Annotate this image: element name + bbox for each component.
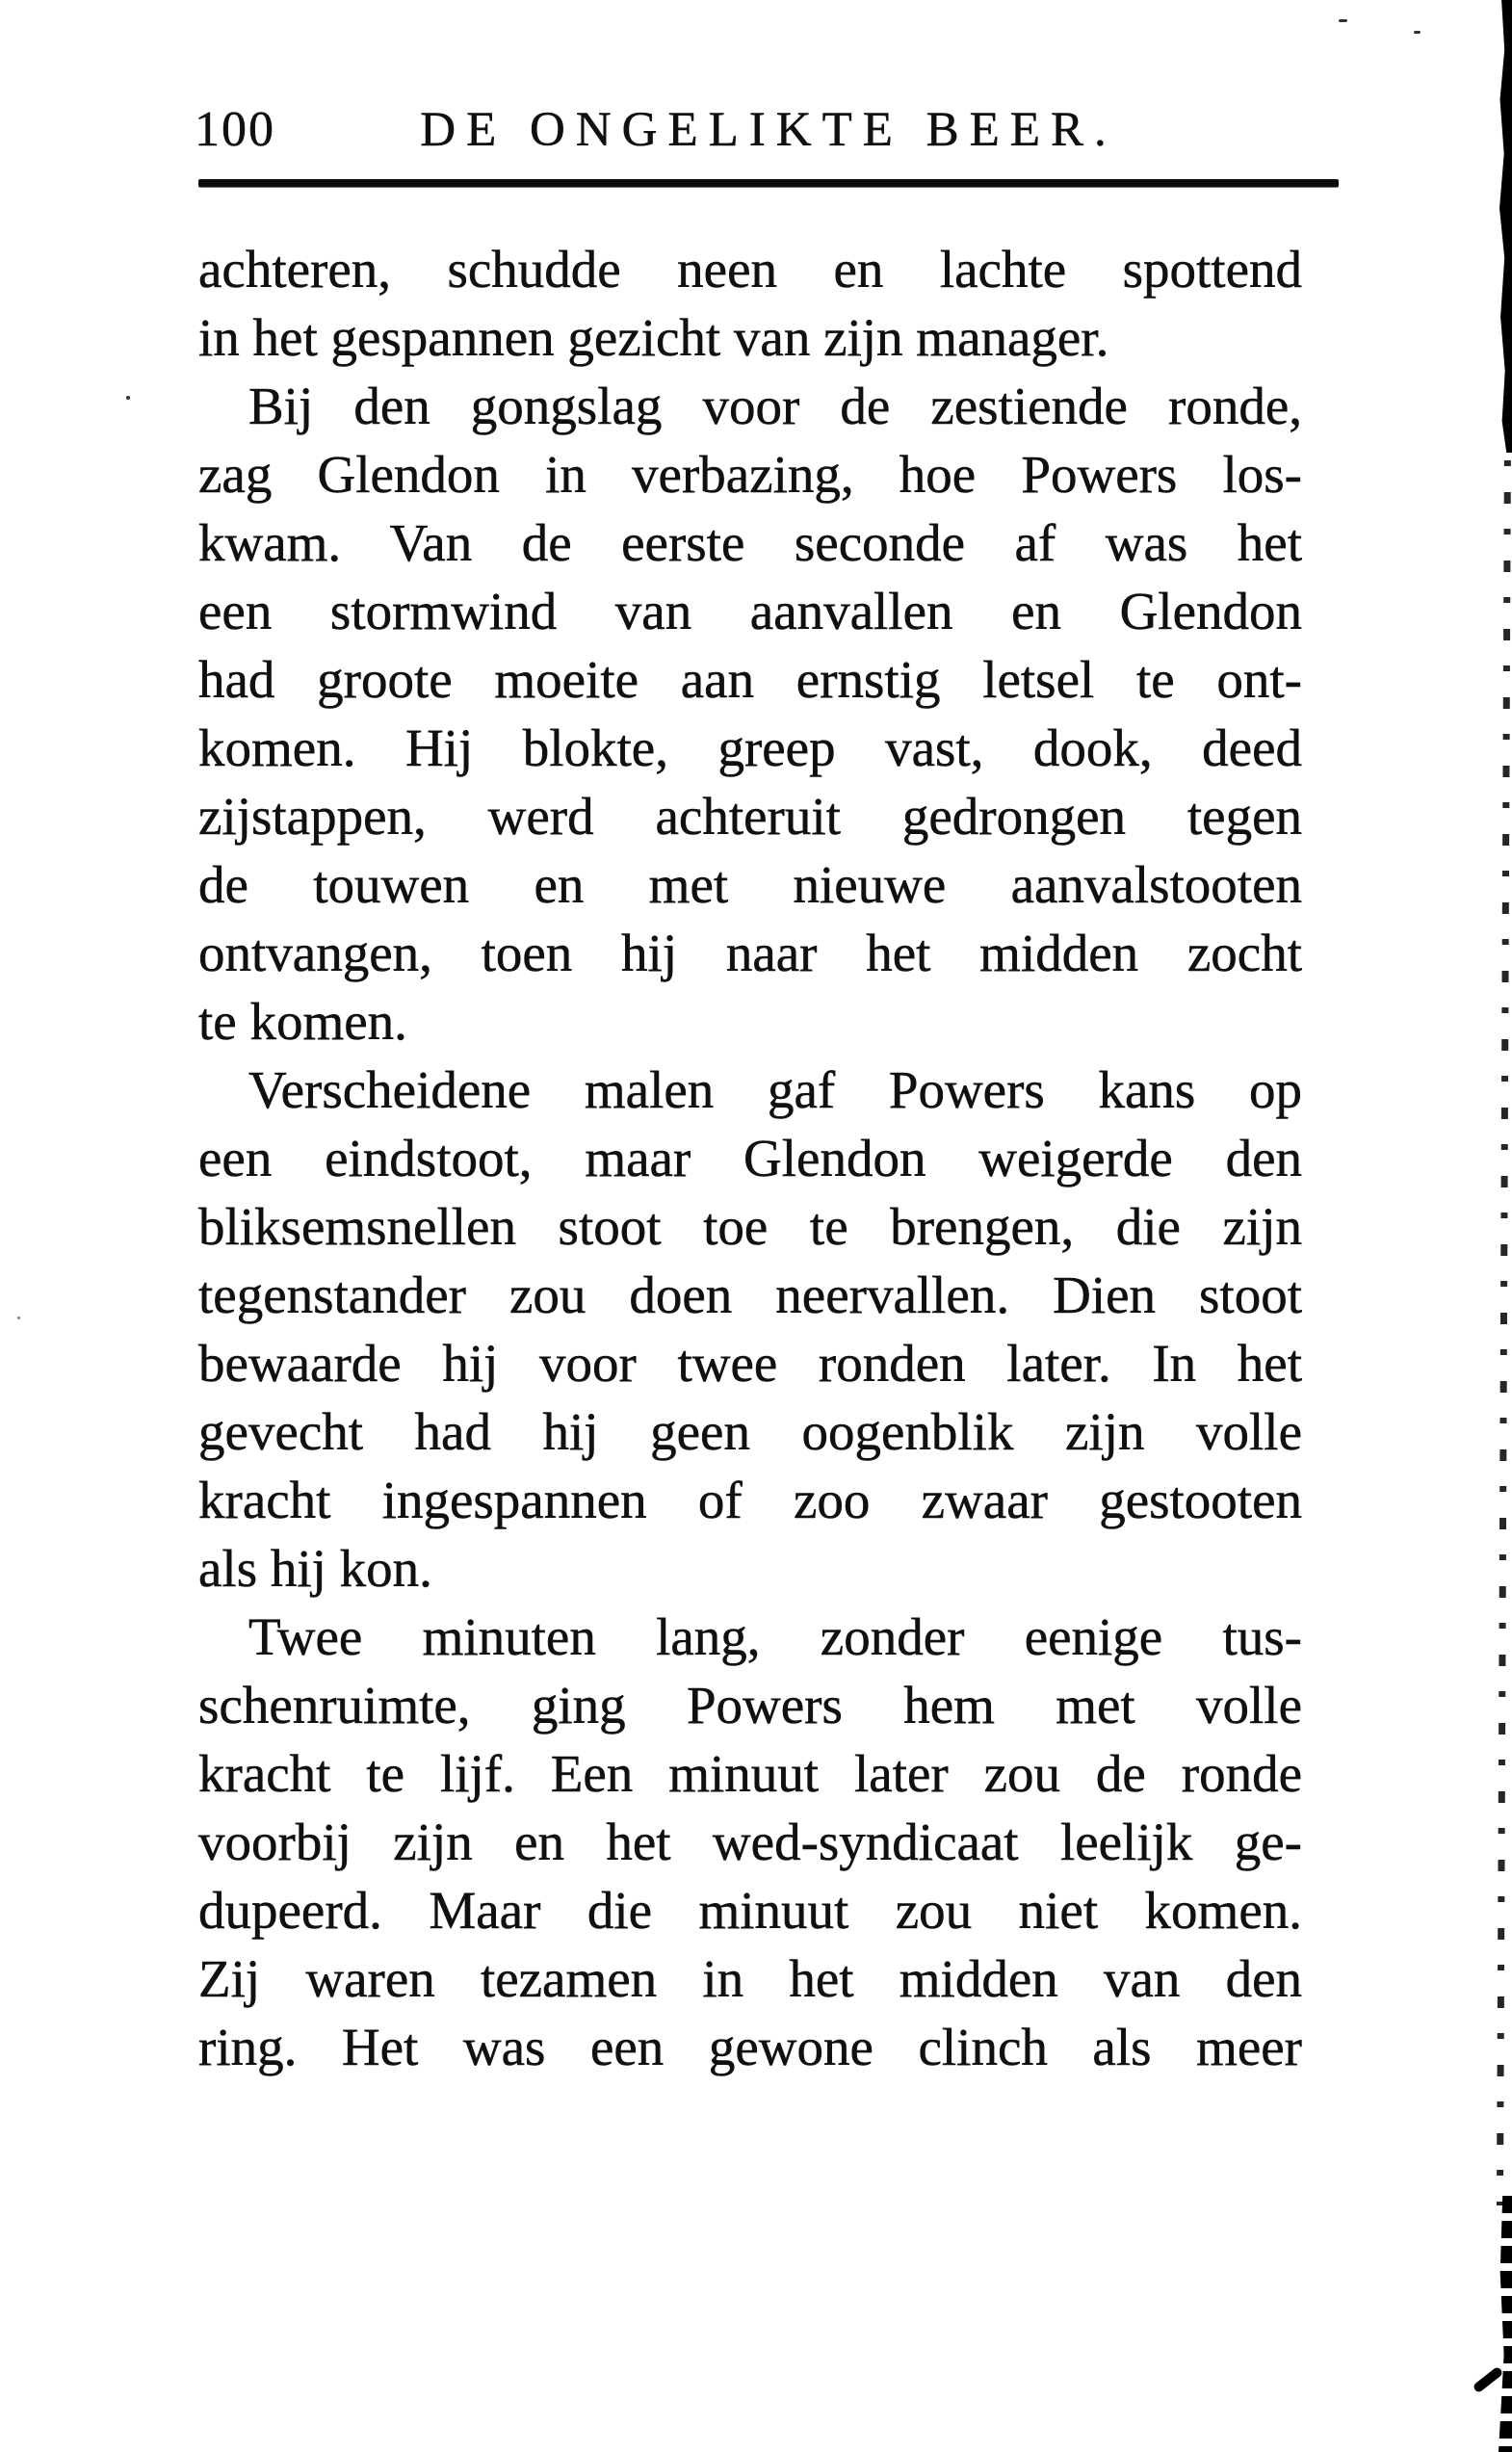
text-line: had groote moeite aan ernstig letsel te ont- xyxy=(198,650,1302,709)
text-line: in het gespannen gezicht van zijn manager. xyxy=(198,308,1109,367)
text-line: gevecht had hij geen oogenblik zijn volle xyxy=(198,1402,1302,1461)
scan-edge-artifact-bottom xyxy=(1499,2196,1512,2452)
text-line: zijstappen, werd achteruit gedrongen tegen xyxy=(198,787,1302,846)
text-line: voorbij zijn en het wed-syndicaat leelijk ge- xyxy=(198,1813,1302,1871)
text-line: als hij kon. xyxy=(198,1539,432,1598)
text-line: dupeerd. Maar die minuut zou niet komen. xyxy=(198,1881,1302,1940)
text-line: ontvangen, toen hij naar het midden zocht xyxy=(198,924,1302,982)
text-line: komen. Hij blokte, greep vast, dook, deed xyxy=(198,718,1302,777)
text-line: Twee minuten lang, zonder eenige tus- xyxy=(248,1607,1302,1666)
header-rule xyxy=(198,179,1339,187)
scan-speck xyxy=(1414,31,1421,34)
scan-edge-artifact-middle xyxy=(1497,424,1511,2205)
text-line: bewaarde hij voor twee ronden later. In het xyxy=(198,1334,1302,1393)
text-line: de touwen en met nieuwe aanvalstooten xyxy=(198,855,1302,914)
text-line: Verscheidene malen gaf Powers kans op xyxy=(248,1060,1302,1119)
text-line: Bij den gongslag voor de zestiende ronde, xyxy=(248,377,1302,435)
scan-speck xyxy=(17,1317,20,1319)
text-line: kwam. Van de eerste seconde af was het xyxy=(198,513,1302,572)
text-line: tegenstander zou doen neervallen. Dien stoot xyxy=(198,1265,1302,1324)
text-line: achteren, schudde neen en lachte spottend xyxy=(198,240,1302,299)
text-line: zag Glendon in verbazing, hoe Powers los- xyxy=(198,445,1302,504)
text-line: een stormwind van aanvallen en Glendon xyxy=(198,582,1302,640)
scan-slash-mark xyxy=(1473,2366,1504,2394)
text-line: een eindstoot, maar Glendon weigerde den xyxy=(198,1129,1302,1187)
text-line: kracht te lijf. Een minuut later zou de ronde xyxy=(198,1744,1302,1803)
running-title: DE ONGELIKTE BEER. xyxy=(420,103,1117,157)
text-line: bliksemsnellen stoot toe te brengen, die zijn xyxy=(198,1197,1302,1256)
text-line: ring. Het was een gewone clinch als meer xyxy=(198,2018,1302,2076)
text-line: Zij waren tezamen in het midden van den xyxy=(198,1949,1302,2008)
scan-edge-artifact-top xyxy=(1487,0,1512,453)
text-line: te komen. xyxy=(198,992,407,1051)
scan-speck xyxy=(126,396,130,400)
text-line: schenruimte, ging Powers hem met volle xyxy=(198,1676,1302,1735)
page-number: 100 xyxy=(195,102,275,157)
body-text xyxy=(198,235,1302,2081)
text-line: kracht ingespannen of zoo zwaar gestooten xyxy=(198,1471,1302,1529)
scan-speck xyxy=(1339,19,1347,22)
